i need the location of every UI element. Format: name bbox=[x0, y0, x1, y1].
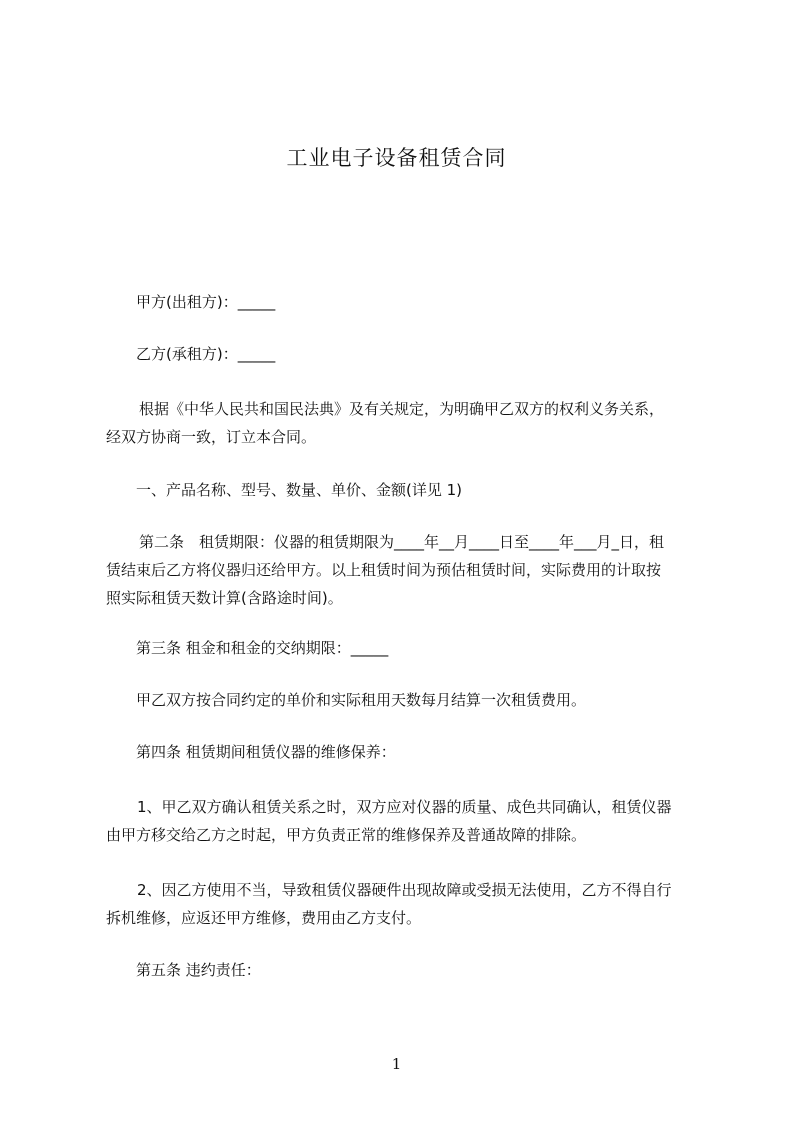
article-3-text: 甲乙双方按合同约定的单价和实际租用天数每月结算一次租赁费用。 bbox=[136, 691, 587, 709]
article-4-item-1-line-1: 1、甲乙双方确认租赁关系之时，双方应对仪器的质量、成色共同确认，租赁仪器 bbox=[137, 798, 672, 816]
preamble-line-2: 经双方协商一致，订立本合同。 bbox=[106, 428, 317, 446]
article-2-line-2: 赁结束后乙方将仪器归还给甲方。以上租赁时间为预估租赁时间，实际费用的计取按 bbox=[106, 561, 662, 579]
article-4-item-2-line-2: 拆机维修，应返还甲方维修，费用由乙方支付。 bbox=[106, 909, 422, 927]
document-title: 工业电子设备租赁合同 bbox=[286, 146, 507, 170]
article-2-line-1: 第二条 租赁期限：仪器的租赁期限为____年__月____日至____年___月_日，租 bbox=[139, 533, 665, 551]
party-b-line: 乙方(承租方)：_____ bbox=[136, 345, 276, 363]
article-5-heading: 第五条 违约责任： bbox=[136, 961, 261, 979]
article-2-line-3: 照实际租赁天数计算(含路途时间)。 bbox=[106, 589, 343, 607]
article-3-heading: 第三条 租金和租金的交纳期限：_____ bbox=[136, 639, 389, 657]
article-4-heading: 第四条 租赁期间租赁仪器的维修保养： bbox=[136, 743, 396, 761]
party-a-line: 甲方(出租方)：_____ bbox=[136, 293, 276, 311]
article-4-item-1-line-2: 由甲方移交给乙方之时起，甲方负责正常的维修保养及普通故障的排除。 bbox=[106, 826, 587, 844]
page-number: 1 bbox=[391, 1055, 402, 1073]
article-4-item-2-line-1: 2、因乙方使用不当，导致租赁仪器硬件出现故障或受损无法使用，乙方不得自行 bbox=[137, 881, 672, 899]
preamble-line-1: 根据《中华人民共和国民法典》及有关规定，为明确甲乙双方的权利义务关系， bbox=[139, 400, 665, 418]
article-1-heading: 一、产品名称、型号、数量、单价、金额(详见 1) bbox=[136, 481, 463, 499]
